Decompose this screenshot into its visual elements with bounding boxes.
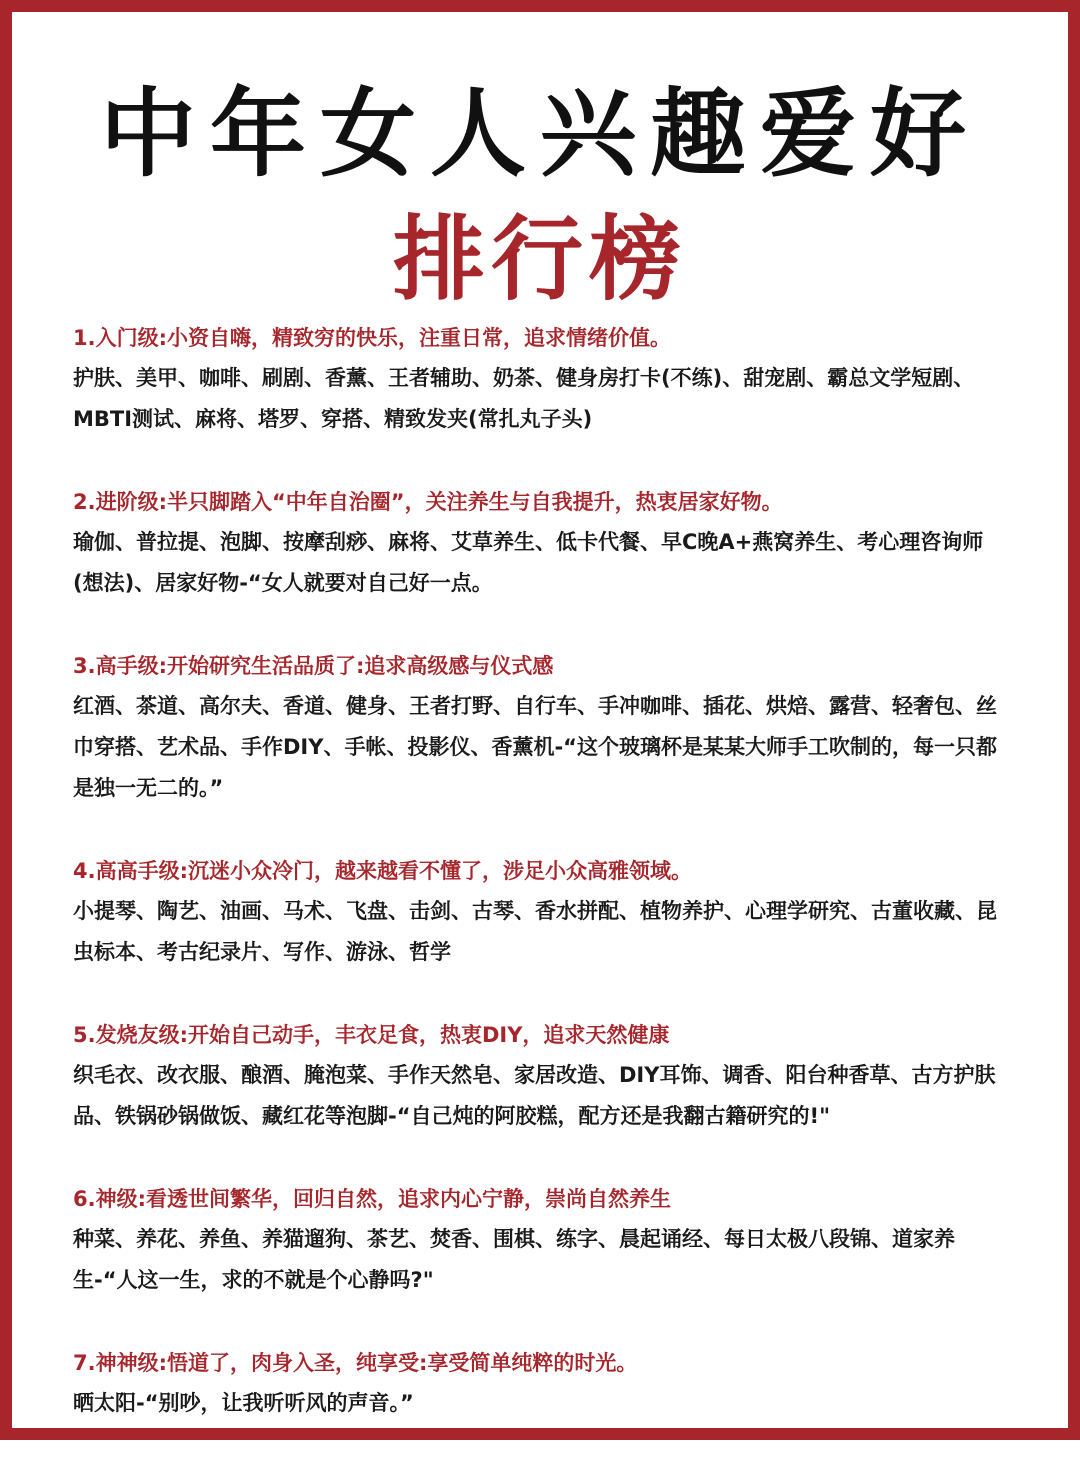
level-heading: 3.高手级:开始研究生活品质了:追求高级感与仪式感 [73,654,554,678]
level-heading: 4.高高手级:沉迷小众冷门，越来越看不懂了，涉足小众高雅领域。 [73,859,692,883]
level-heading: 2.进阶级:半只脚踏入“中年自治圈”，关注养生与自我提升，热衷居家好物。 [73,490,783,514]
level-items: 晒太阳-“别吵，让我听听风的声音。” [73,1391,414,1415]
level-entry-7 [73,1343,1013,1424]
level-heading: 6.神级:看透世间繁华，回归自然，追求内心宁静，崇尚自然养生 [73,1187,671,1211]
page-subtitle: 排行榜 [392,206,687,313]
level-entry-2 [73,482,1013,604]
level-entry-1 [73,318,1013,440]
level-heading: 7.神神级:悟道了，肉身入圣，纯享受:享受简单纯粹的时光。 [73,1351,638,1375]
level-entry-5 [73,1015,1013,1137]
level-entry-3 [73,646,1013,809]
level-items: 种菜、养花、养鱼、养猫遛狗、茶艺、焚香、围棋、练字、晨起诵经、每日太极八段锦、道家养生-“人这一生，求的不就是个心静吗?" [73,1227,955,1292]
page-title: 中年女人兴趣爱好 [100,78,980,190]
level-entry-6 [73,1179,1013,1301]
level-items: 红酒、茶道、高尔夫、香道、健身、王者打野、自行车、手冲咖啡、插花、烘焙、露营、轻奢包、丝巾穿搭、艺术品、手作DIY、手帐、投影仪、香薰机-“这个玻璃杯是某某大师手工吹制的，每一只都是独一无二的。” [73,694,997,800]
level-items: 瑜伽、普拉提、泡脚、按摩刮痧、麻将、艾草养生、低卡代餐、早C晚A+燕窝养生、考心理咨询师(想法)、居家好物-“女人就要对自己好一点。 [73,530,984,595]
level-entry-4 [73,851,1013,973]
level-heading: 1.入门级:小资自嗨，精致穷的快乐，注重日常，追求情绪价值。 [73,326,671,350]
level-items: 护肤、美甲、咖啡、刷剧、香薰、王者辅助、奶茶、健身房打卡(不练)、甜宠剧、霸总文学短剧、MBTI测试、麻将、塔罗、穿搭、精致发夹(常扎丸子头) [73,366,975,431]
level-items: 小提琴、陶艺、油画、马术、飞盘、击剑、古琴、香水拼配、植物养护、心理学研究、古董收藏、昆虫标本、考古纪录片、写作、游泳、哲学 [73,899,997,964]
level-heading: 5.发烧友级:开始自己动手，丰衣足食，热衷DIY，追求天然健康 [73,1023,670,1047]
ranking-list [73,318,1013,1466]
level-items: 织毛衣、改衣服、酿酒、腌泡菜、手作天然皂、家居改造、DIY耳饰、调香、阳台种香草、古方护肤品、铁锅砂锅做饭、藏红花等泡脚-“自己炖的阿胶糕，配方还是我翻古籍研究的!" [73,1063,996,1128]
